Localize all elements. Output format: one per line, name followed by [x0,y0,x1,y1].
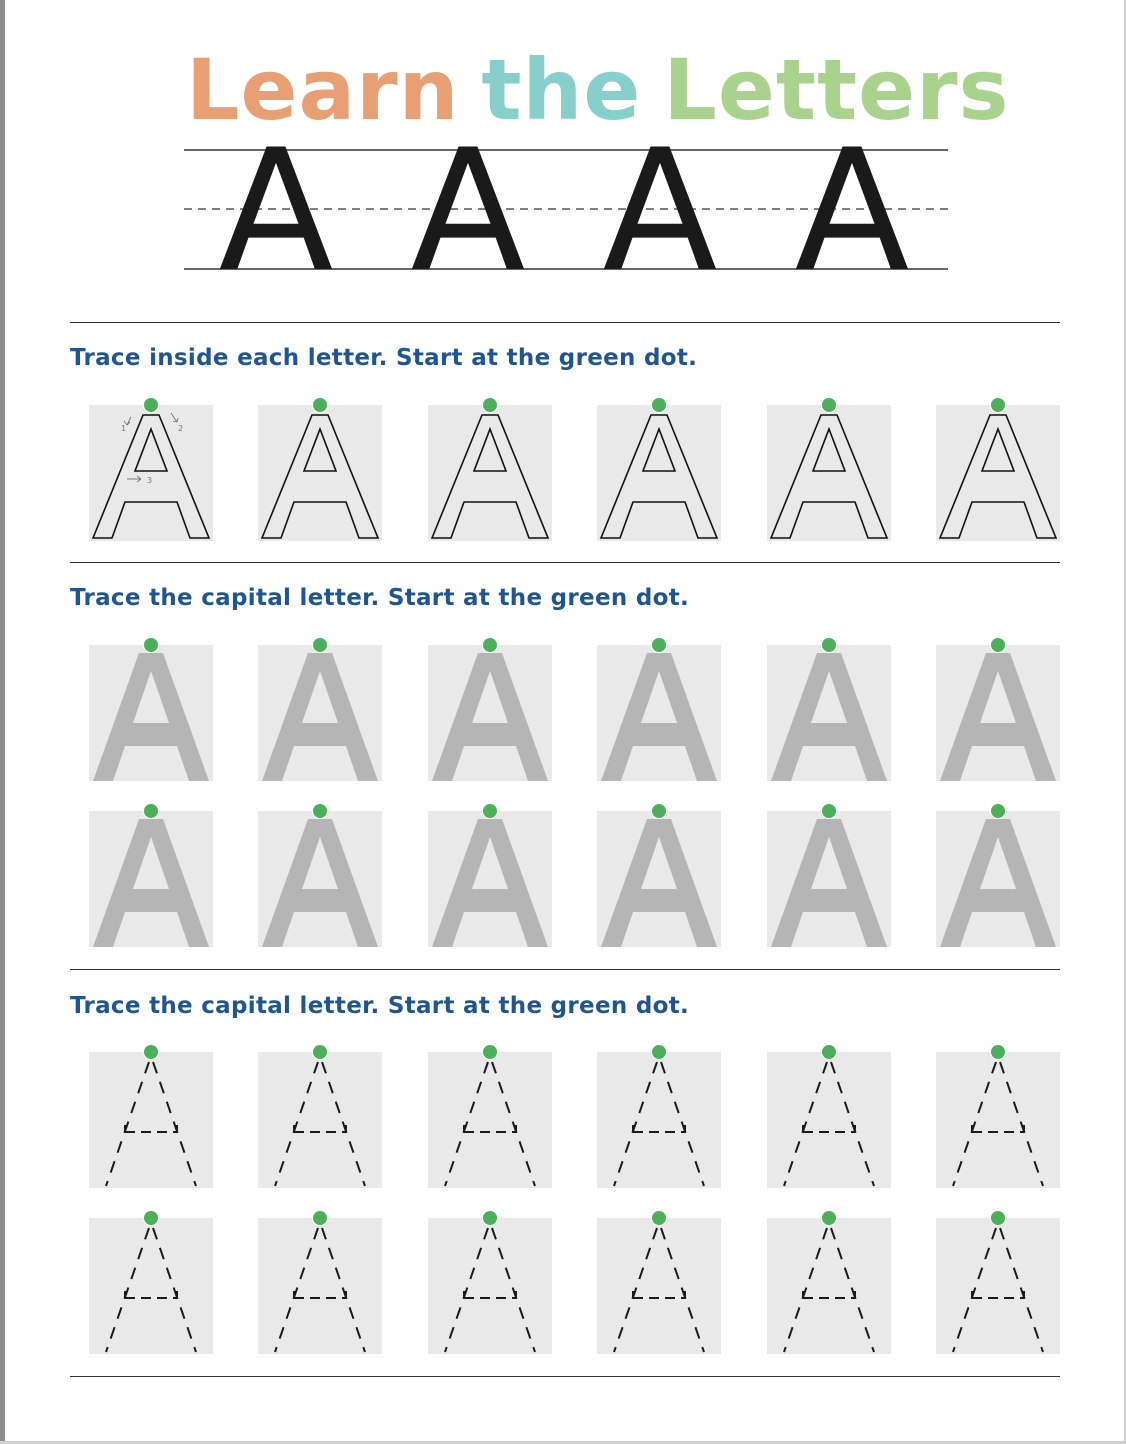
stroke-order-number: 3 [147,476,153,485]
hero-letter: A [794,145,910,275]
green-start-dot-icon [144,1045,158,1059]
section-divider [70,969,1060,970]
solid-letter-a [940,819,1056,947]
green-start-dot-icon [483,1211,497,1225]
green-start-dot-icon [313,638,327,652]
green-start-dot-icon [991,1045,1005,1059]
dashed-letter-a [106,1228,196,1352]
tracing-tile-outline[interactable] [258,405,382,541]
dashed-letter-a [445,1062,535,1186]
tracing-tile-solid[interactable] [936,811,1060,947]
hero-letter-display [184,145,948,275]
dashed-letter-a [614,1062,704,1186]
stroke-order-number: 1 [121,424,127,433]
dashed-letter-a [614,1228,704,1352]
dashed-letter-a [275,1228,365,1352]
green-start-dot-icon [991,638,1005,652]
tracing-tile-outline[interactable] [767,405,891,541]
green-start-dot-icon [991,1211,1005,1225]
tracing-tile-dashed[interactable] [89,1052,213,1188]
tracing-tile-dashed[interactable] [89,1218,213,1354]
tracing-tile-dashed[interactable] [597,1052,721,1188]
tracing-tile-outline[interactable] [89,405,213,541]
solid-letter-a [93,819,209,947]
solid-letter-a [262,653,378,781]
green-start-dot-icon [822,398,836,412]
green-start-dot-icon [822,1211,836,1225]
solid-letter-a [432,819,548,947]
tracing-tile-solid[interactable] [428,645,552,781]
tracing-tile-dashed[interactable] [597,1218,721,1354]
outline-letter-a [432,415,548,538]
tracing-tile-solid[interactable] [936,645,1060,781]
solid-letter-a [771,819,887,947]
outline-letter-a [601,415,717,538]
tracing-tile-outline[interactable] [936,405,1060,541]
green-start-dot-icon [144,398,158,412]
green-start-dot-icon [313,804,327,818]
tracing-tile-solid[interactable] [89,645,213,781]
tracing-tile-dashed[interactable] [258,1218,382,1354]
tracing-tile-solid[interactable] [258,645,382,781]
green-start-dot-icon [144,804,158,818]
tracing-tile-solid[interactable] [428,811,552,947]
solid-letter-a [432,653,548,781]
tracing-tile-solid[interactable] [258,811,382,947]
green-start-dot-icon [144,1211,158,1225]
tracing-tile-solid[interactable] [597,811,721,947]
hero-letter: A [410,145,526,275]
dashed-letter-a [106,1062,196,1186]
dashed-letter-a [445,1228,535,1352]
green-start-dot-icon [313,1211,327,1225]
title-word-letters: Letters [663,41,1010,139]
dashed-letter-a [784,1062,874,1186]
solid-letter-a [262,819,378,947]
hero-letter: A [218,145,334,275]
green-start-dot-icon [144,638,158,652]
window-frame-left [0,0,5,1444]
dashed-letter-a [953,1062,1043,1186]
green-start-dot-icon [652,1211,666,1225]
solid-letter-a [601,653,717,781]
outline-letter-a [771,415,887,538]
title-word-learn: Learn [186,41,460,139]
green-start-dot-icon [991,804,1005,818]
tracing-tile-solid[interactable] [767,811,891,947]
tracing-tile-dashed[interactable] [428,1052,552,1188]
dashed-letter-a [953,1228,1043,1352]
worksheet-title [186,40,1010,140]
title-word-the: the [481,41,642,139]
green-start-dot-icon [822,1045,836,1059]
tracing-tile-dashed[interactable] [936,1218,1060,1354]
section-1-instruction: Trace inside each letter. Start at the green dot. [70,345,698,371]
tracing-tile-dashed[interactable] [428,1218,552,1354]
green-start-dot-icon [652,638,666,652]
section-divider [70,1376,1060,1377]
solid-letter-a [771,653,887,781]
green-start-dot-icon [652,804,666,818]
tracing-tile-dashed[interactable] [936,1052,1060,1188]
hero-writing-guide [184,145,948,275]
green-start-dot-icon [313,398,327,412]
green-start-dot-icon [483,804,497,818]
tracing-tile-outline[interactable] [428,405,552,541]
tracing-tile-solid[interactable] [597,645,721,781]
tracing-tile-dashed[interactable] [767,1052,891,1188]
section-divider [70,322,1060,323]
section-divider [70,562,1060,563]
stroke-order-number: 2 [178,424,184,433]
tracing-tile-solid[interactable] [767,645,891,781]
hero-letter: A [602,145,718,275]
green-start-dot-icon [483,398,497,412]
section-3-instruction: Trace the capital letter. Start at the green dot. [70,993,690,1019]
green-start-dot-icon [652,398,666,412]
solid-letter-a [940,653,1056,781]
green-start-dot-icon [822,804,836,818]
green-start-dot-icon [483,1045,497,1059]
green-start-dot-icon [991,398,1005,412]
solid-letter-a [601,819,717,947]
dashed-letter-a [275,1062,365,1186]
outline-letter-a [262,415,378,538]
outline-letter-a [940,415,1056,538]
green-start-dot-icon [822,638,836,652]
section-2-instruction: Trace the capital letter. Start at the green dot. [70,585,690,611]
green-start-dot-icon [483,638,497,652]
tracing-tile-solid[interactable] [89,811,213,947]
tracing-tile-outline[interactable] [597,405,721,541]
green-start-dot-icon [313,1045,327,1059]
tracing-tile-dashed[interactable] [258,1052,382,1188]
green-start-dot-icon [652,1045,666,1059]
dashed-letter-a [784,1228,874,1352]
tracing-tile-dashed[interactable] [767,1218,891,1354]
solid-letter-a [93,653,209,781]
